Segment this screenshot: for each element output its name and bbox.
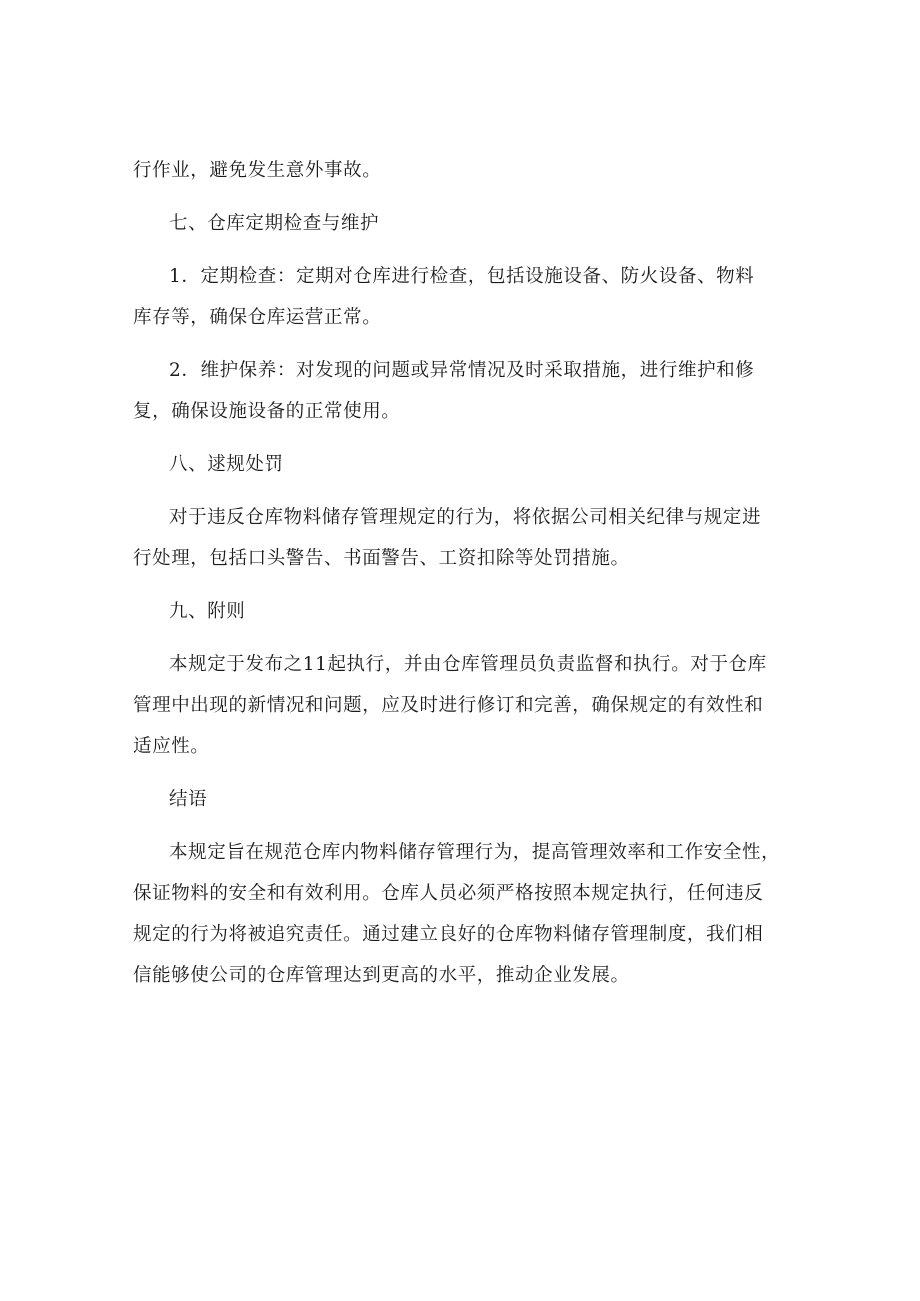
- text-line: 适应性。: [133, 736, 210, 757]
- list-item-regular-inspection: [133, 256, 795, 338]
- document-body: [133, 150, 795, 996]
- text-line: 2．维护保养：对发现的问题或异常情况及时采取措施，进行维护和修: [169, 360, 755, 381]
- text-line: 本规定于发布之11起执行，并由仓库管理员负责监督和执行。对于仓库: [169, 654, 767, 675]
- text-line: 管理中出现的新情况和问题，应及时进行修订和完善，确保规定的有效性和: [133, 695, 764, 716]
- text-line: 对于违反仓库物料储存管理规定的行为，将依据公司相关纪律与规定进: [169, 507, 762, 528]
- text-line: 库存等，确保仓库运营正常。: [133, 307, 382, 328]
- paragraph-conclusion: [133, 832, 795, 996]
- heading-text: 结语: [169, 789, 208, 810]
- heading-text: 七、仓库定期检查与维护: [169, 213, 380, 234]
- text-line: 本规定旨在规范仓库内物料储存管理行为，提高管理效率和工作安全性，: [169, 842, 781, 863]
- heading-text: 九、附则: [169, 601, 246, 622]
- text-line: 信能够使公司的仓库管理达到更高的水平，推动企业发展。: [133, 965, 630, 986]
- section-heading-8: [133, 444, 795, 485]
- text-line: 复，确保设施设备的正常使用。: [133, 401, 401, 422]
- text-line: 规定的行为将被追究责任。通过建立良好的仓库物料储存管理制度，我们相: [133, 924, 764, 945]
- section-heading-conclusion: [133, 779, 795, 820]
- section-heading-9: [133, 591, 795, 632]
- paragraph-penalties: [133, 497, 795, 579]
- list-item-maintenance: [133, 350, 795, 432]
- text-line: 行作业，避免发生意外事故。: [133, 160, 382, 181]
- paragraph-continuation: [133, 150, 795, 191]
- heading-text: 八、逑规处罚: [169, 454, 284, 475]
- paragraph-supplementary: [133, 644, 795, 767]
- text-line: 行处理，包括口头警告、书面警告、工资扣除等处罚措施。: [133, 548, 630, 569]
- section-heading-7: [133, 203, 795, 244]
- text-line: 1．定期检查：定期对仓库进行检查，包括设施设备、防火设备、物料: [169, 266, 755, 287]
- text-line: 保证物料的安全和有效利用。仓库人员必须严格按照本规定执行，任何违反: [133, 883, 764, 904]
